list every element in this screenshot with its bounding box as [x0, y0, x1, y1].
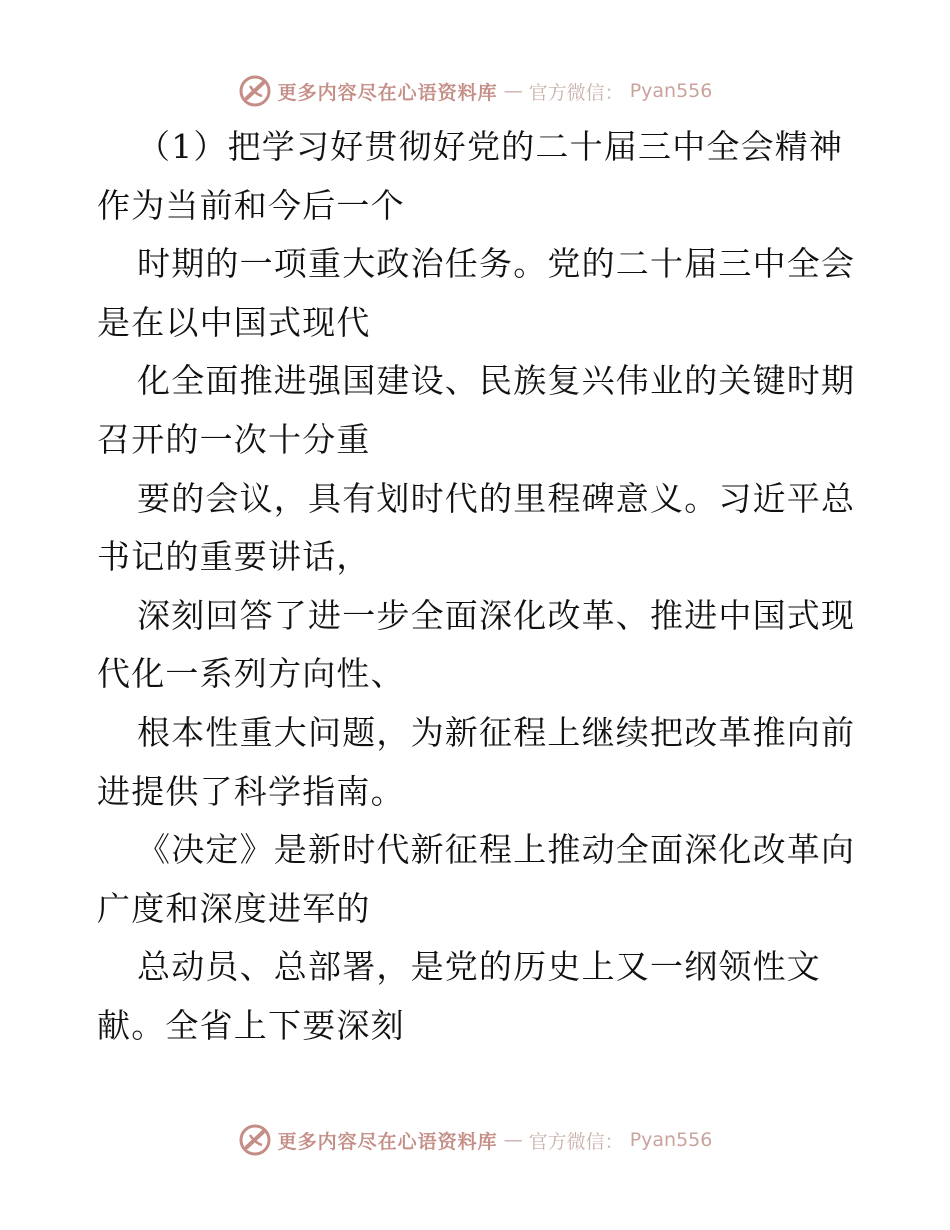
seal-logo-icon — [238, 1123, 272, 1157]
watermark-separator: — — [503, 1129, 523, 1151]
text-line: （1）把学习好贯彻好党的二十届三中全会精神 — [137, 127, 844, 166]
header-watermark — [0, 71, 950, 111]
text-line: 进提供了科学指南。 — [97, 771, 405, 811]
text-line: 是在以中国式现代 — [97, 302, 371, 342]
watermark-main-text: 更多内容尽在心语资料库 — [277, 81, 498, 104]
footer-watermark — [0, 1120, 950, 1160]
watermark-separator: — — [503, 80, 523, 102]
document-body — [97, 118, 857, 1056]
text-line: 深刻回答了进一步全面深化改革、推进中国式现 — [137, 595, 856, 635]
watermark-sub-text: 官方微信： — [528, 1130, 624, 1153]
watermark-account: Pyan556 — [629, 1129, 713, 1151]
text-line: 广度和深度进军的 — [97, 888, 371, 928]
text-line: 召开的一次十分重 — [97, 419, 371, 459]
watermark-main-text: 更多内容尽在心语资料库 — [277, 1130, 498, 1153]
seal-logo-icon — [238, 74, 272, 108]
text-line: 要的会议，具有划时代的里程碑意义。习近平总 — [137, 478, 856, 518]
watermark-account: Pyan556 — [629, 80, 713, 102]
text-line: 时期的一项重大政治任务。党的二十届三中全会 — [137, 244, 856, 284]
text-line: 作为当前和今后一个 — [97, 185, 405, 225]
text-line: 书记的重要讲话， — [97, 537, 371, 577]
text-line: 代化一系列方向性、 — [97, 654, 405, 694]
text-line: 化全面推进强国建设、民族复兴伟业的关键时期 — [137, 361, 856, 401]
text-line: 根本性重大问题，为新征程上继续把改革推向前 — [137, 712, 856, 752]
watermark-sub-text: 官方微信： — [528, 81, 624, 104]
text-line: 《决定》是新时代新征程上推动全面深化改革向 — [137, 830, 856, 870]
text-line: 献。全省上下要深刻 — [97, 1005, 405, 1045]
text-line: 总动员、总部署，是党的历史上又一纲领性文 — [137, 947, 821, 987]
